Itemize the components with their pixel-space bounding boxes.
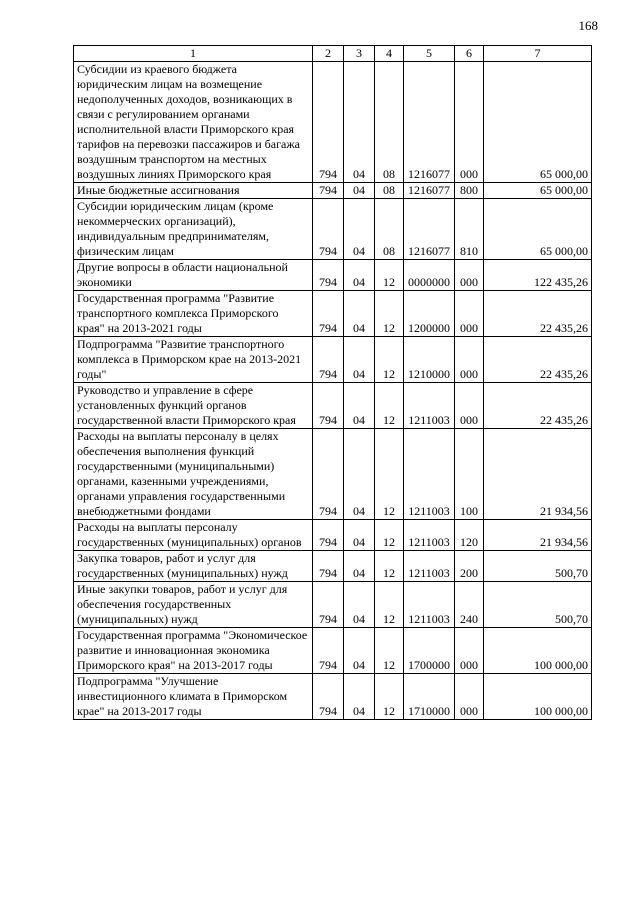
code-section: 04 <box>344 551 375 582</box>
row-description: Другие вопросы в области национальной экономики <box>74 260 313 291</box>
code-ministry: 794 <box>313 199 344 260</box>
code-target: 1211003 <box>404 383 455 429</box>
row-description: Закупка товаров, работ и услуг для государственных (муниципальных) нужд <box>74 551 313 582</box>
code-section: 04 <box>344 674 375 720</box>
code-target: 1211003 <box>404 582 455 628</box>
code-subsection: 12 <box>375 260 404 291</box>
code-ministry: 794 <box>313 551 344 582</box>
code-subsection: 12 <box>375 291 404 337</box>
code-expense-type: 000 <box>455 260 484 291</box>
code-ministry: 794 <box>313 337 344 383</box>
code-ministry: 794 <box>313 183 344 199</box>
code-target: 1216077 <box>404 199 455 260</box>
column-header: 4 <box>375 46 404 62</box>
column-header: 2 <box>313 46 344 62</box>
code-section: 04 <box>344 628 375 674</box>
code-expense-type: 000 <box>455 383 484 429</box>
code-expense-type: 800 <box>455 183 484 199</box>
row-amount: 500,70 <box>484 582 592 628</box>
row-description: Руководство и управление в сфере установленных функций органов государственной власти Приморского края <box>74 383 313 429</box>
row-description: Субсидии юридическим лицам (кроме некоммерческих организаций), индивидуальным предпринимателям, физическим лицам <box>74 199 313 260</box>
code-section: 04 <box>344 62 375 183</box>
code-section: 04 <box>344 260 375 291</box>
row-amount: 22 435,26 <box>484 291 592 337</box>
row-amount: 65 000,00 <box>484 199 592 260</box>
code-target: 1700000 <box>404 628 455 674</box>
code-ministry: 794 <box>313 582 344 628</box>
column-header: 5 <box>404 46 455 62</box>
code-ministry: 794 <box>313 674 344 720</box>
code-target: 1211003 <box>404 429 455 520</box>
code-target: 1200000 <box>404 291 455 337</box>
table-row <box>74 337 592 383</box>
table-row <box>74 260 592 291</box>
row-amount: 21 934,56 <box>484 520 592 551</box>
table-row <box>74 291 592 337</box>
code-expense-type: 000 <box>455 674 484 720</box>
table-row <box>74 62 592 183</box>
code-section: 04 <box>344 520 375 551</box>
code-target: 1210000 <box>404 337 455 383</box>
row-description: Иные закупки товаров, работ и услуг для обеспечения государственных (муниципальных) нужд <box>74 582 313 628</box>
code-expense-type: 000 <box>455 337 484 383</box>
page-number: 168 <box>578 18 598 33</box>
code-target: 1211003 <box>404 520 455 551</box>
code-target: 1211003 <box>404 551 455 582</box>
table-row <box>74 199 592 260</box>
code-subsection: 08 <box>375 62 404 183</box>
code-expense-type: 100 <box>455 429 484 520</box>
column-header: 7 <box>484 46 592 62</box>
row-description: Подпрограмма "Развитие транспортного комплекса в Приморском крае на 2013-2021 годы" <box>74 337 313 383</box>
column-header: 3 <box>344 46 375 62</box>
row-amount: 22 435,26 <box>484 337 592 383</box>
table-row <box>74 674 592 720</box>
code-target: 1710000 <box>404 674 455 720</box>
row-description: Расходы на выплаты персоналу в целях обеспечения выполнения функций государственными (муниципальными) органами, казенными учреждениями, органами управления государственными внебюджетными фондами <box>74 429 313 520</box>
code-ministry: 794 <box>313 291 344 337</box>
code-expense-type: 120 <box>455 520 484 551</box>
code-ministry: 794 <box>313 260 344 291</box>
code-section: 04 <box>344 383 375 429</box>
code-subsection: 12 <box>375 551 404 582</box>
code-subsection: 12 <box>375 383 404 429</box>
budget-table <box>73 45 592 720</box>
table-row <box>74 429 592 520</box>
code-expense-type: 810 <box>455 199 484 260</box>
code-subsection: 08 <box>375 199 404 260</box>
code-section: 04 <box>344 183 375 199</box>
row-amount: 500,70 <box>484 551 592 582</box>
code-expense-type: 240 <box>455 582 484 628</box>
row-amount: 100 000,00 <box>484 674 592 720</box>
code-ministry: 794 <box>313 429 344 520</box>
code-expense-type: 000 <box>455 628 484 674</box>
code-subsection: 12 <box>375 674 404 720</box>
column-header: 1 <box>74 46 313 62</box>
row-amount: 100 000,00 <box>484 628 592 674</box>
row-description: Иные бюджетные ассигнования <box>74 183 313 199</box>
row-amount: 65 000,00 <box>484 183 592 199</box>
code-subsection: 12 <box>375 429 404 520</box>
row-description: Подпрограмма "Улучшение инвестиционного климата в Приморском крае" на 2013-2017 годы <box>74 674 313 720</box>
table-row <box>74 183 592 199</box>
table-row <box>74 551 592 582</box>
code-subsection: 12 <box>375 582 404 628</box>
code-target: 1216077 <box>404 183 455 199</box>
row-description: Государственная программа "Развитие транспортного комплекса Приморского края" на 2013-2021 годы <box>74 291 313 337</box>
code-subsection: 08 <box>375 183 404 199</box>
code-subsection: 12 <box>375 520 404 551</box>
code-target: 1216077 <box>404 62 455 183</box>
row-amount: 65 000,00 <box>484 62 592 183</box>
code-ministry: 794 <box>313 628 344 674</box>
table-row <box>74 582 592 628</box>
code-target: 0000000 <box>404 260 455 291</box>
code-ministry: 794 <box>313 62 344 183</box>
row-description: Расходы на выплаты персоналу государственных (муниципальных) органов <box>74 520 313 551</box>
code-section: 04 <box>344 337 375 383</box>
code-expense-type: 000 <box>455 62 484 183</box>
code-expense-type: 000 <box>455 291 484 337</box>
header-row <box>74 46 592 62</box>
table-row <box>74 628 592 674</box>
code-ministry: 794 <box>313 383 344 429</box>
row-amount: 22 435,26 <box>484 383 592 429</box>
table-row <box>74 383 592 429</box>
code-section: 04 <box>344 199 375 260</box>
code-section: 04 <box>344 582 375 628</box>
row-amount: 21 934,56 <box>484 429 592 520</box>
code-subsection: 12 <box>375 628 404 674</box>
code-subsection: 12 <box>375 337 404 383</box>
row-description: Субсидии из краевого бюджета юридическим лицам на возмещение недополученных доходов, возникающих в связи с регулированием органами исполнительной власти Приморского края тарифов на перевозки пассажиров и багажа воздушным транспортом на местных воздушных линиях Приморского края <box>74 62 313 183</box>
row-amount: 122 435,26 <box>484 260 592 291</box>
column-header: 6 <box>455 46 484 62</box>
code-ministry: 794 <box>313 520 344 551</box>
table-row <box>74 520 592 551</box>
code-expense-type: 200 <box>455 551 484 582</box>
code-section: 04 <box>344 429 375 520</box>
code-section: 04 <box>344 291 375 337</box>
row-description: Государственная программа "Экономическое развитие и инновационная экономика Приморского края" на 2013-2017 годы <box>74 628 313 674</box>
